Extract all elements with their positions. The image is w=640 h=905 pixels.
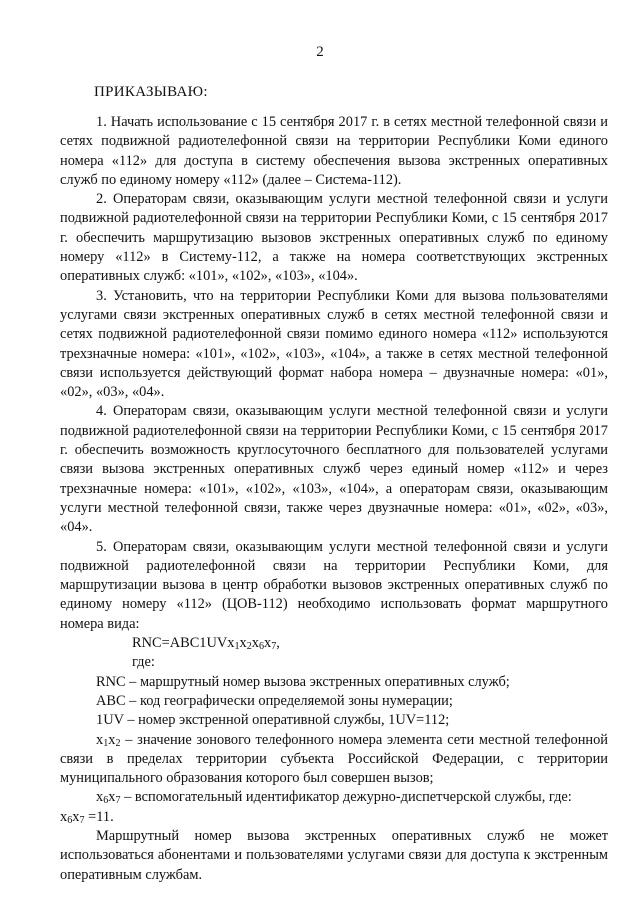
definition-1uv: 1UV – номер экстренной оперативной службы, 1UV=112; bbox=[96, 712, 450, 729]
paragraph-1: 1. Начать использование с 15 сентября 2017 г. в сетях местной телефонной связи и сетях подвижной радиотелефонной связи на территории Республики Коми единого номера «112» для доступа в систему обеспечения вызова экстренных оперативных служб по единому номеру «112» (далее – Система-112). bbox=[60, 114, 608, 188]
x6-value-sub: 6 bbox=[67, 814, 73, 826]
formula-sub-1: 1 bbox=[234, 641, 240, 653]
formula-sub-6: 6 bbox=[258, 641, 265, 653]
definition-x1x2-text: – значение зонового телефонного номера элемента сети местной телефонной связи в пределах территории субъекта Российской Федерации, с территории муниципального образования которого был совершен вызов; bbox=[60, 731, 608, 787]
x7-value-sub: 7 bbox=[79, 814, 85, 826]
order-heading: ПРИКАЗЫВАЮ: bbox=[94, 84, 208, 100]
formula-suffix: , bbox=[276, 635, 280, 652]
x2-sub: 2 bbox=[115, 737, 121, 749]
paragraph-2: 2. Операторам связи, оказывающим услуги местной телефонной связи и услуги подвижной радиотелефонной связи на территории Республики Коми, с 15 сентября 2017 г. обеспечить маршрутизацию вызовов экстренных оперативных служб по единому номеру «112» в Систему-112, а также на номера соответствующих экстренных оперативных служб: «101», «102», «103», «104». bbox=[60, 191, 608, 285]
x6x7-value: $x_6x_7 =11$. bbox=[60, 808, 114, 826]
definition-x1x2: $x_1x_2$ – значение зонового телефонного номера элемента сети местной телефонной связи в пределах территории субъекта Российской Федерации, с территории муниципального образования которого был совершен вызов; bbox=[60, 731, 608, 787]
formula-main: RNC=ABC1UVx bbox=[132, 635, 235, 652]
x6-sub: 6 bbox=[103, 795, 109, 807]
paragraph-5: 5. Операторам связи, оказывающим услуги местной телефонной связи и услуги подвижной радиотелефонной связи на территории Республики Коми, для маршрутизации вызова в центр обработки вызовов экстренных оперативных служб по единому номеру «112» (ЦОВ-112) необходимо использовать формат маршрутного номера вида: bbox=[60, 538, 608, 632]
x1-sub: 1 bbox=[103, 737, 109, 749]
paragraph-3: 3. Установить, что на территории Республики Коми для вызова пользователями услугами связи экстренных оперативных служб в сетях местной телефонной связи и сетях подвижной радиотелефонной связи помимо единого номера «112» используются трехзначные номера: «101», «102», «103», «104», а также в сетях местной телефонной связи используется действующий формат набора номера – двузначные номера: «01», «02», «03», «04». bbox=[60, 287, 608, 401]
formula-sub-7: 7 bbox=[271, 641, 277, 653]
where-label: где: bbox=[132, 654, 155, 671]
definition-x6x7: $x_6x_7$ – вспомогательный идентификатор дежурно-диспетчерской службы, где: bbox=[96, 789, 572, 807]
definition-x6x7-text: – вспомогательный идентификатор дежурно-диспетчерской службы, где: bbox=[120, 789, 572, 806]
formula-sub-2: 2 bbox=[246, 641, 252, 653]
definition-abc: ABC – код географически определяемой зоны нумерации; bbox=[96, 692, 453, 709]
document-body bbox=[60, 113, 608, 885]
definition-rnc: RNC – маршрутный номер вызова экстренных оперативных служб; bbox=[96, 673, 510, 690]
routing-number-formula: $RNC=ABC1UVx_1x_2x_6x_7$, bbox=[132, 635, 280, 653]
x7-sub: 7 bbox=[115, 795, 121, 807]
page-number: 2 bbox=[316, 44, 324, 60]
x6x7-value-text: =11. bbox=[84, 808, 114, 825]
paragraph-4: 4. Операторам связи, оказывающим услуги местной телефонной связи и услуги подвижной радиотелефонной связи на территории Республики Коми, с 15 сентября 2017 г. обеспечить возможность круглосуточного бесплатного для пользователей услугами связи вызова экстренных оперативных служб через единый номер «112» и через трехзначные номера: «101», «102», «103», «104», а операторам связи, оказывающим услуги местной телефонной связи, также через двузначные номера: «01», «02», «03», «04». bbox=[60, 403, 608, 536]
closing-paragraph: Маршрутный номер вызова экстренных оперативных служб не может использоваться абонентами и пользователями услугами связи для доступа к экстренным оперативным службам. bbox=[60, 827, 608, 883]
